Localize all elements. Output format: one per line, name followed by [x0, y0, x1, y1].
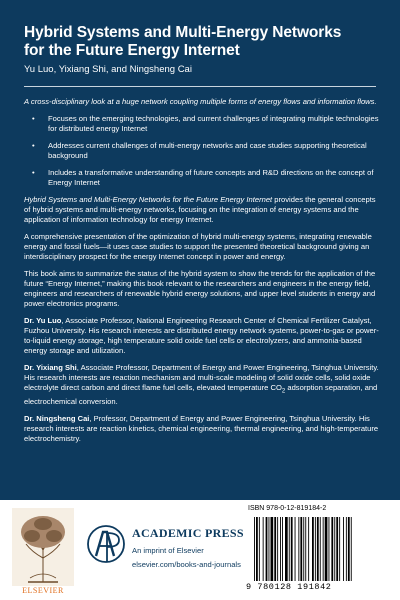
bio-cai: [24, 414, 380, 444]
bio-shi-text-a: , Associate Professor, Department of Energy and Power Engineering, Tsinghua University. His research interests are reaction mechanism and multi-scale modeling of solid oxide cells, solid oxide electrolyte direct carbon and direct flame fuel cells, elevated temperature CO: [24, 363, 379, 392]
imprint-text: An imprint of Elsevier: [132, 546, 204, 555]
overview-book-title: Hybrid Systems and Multi-Energy Networks for the Future Energy Internet: [24, 195, 273, 204]
authors: Yu Luo, Yixiang Shi, and Ningsheng Cai: [24, 64, 192, 75]
feature-item: • Includes a transformative understanding of future concepts and R&D directions on the concept of Energy Internet: [38, 168, 380, 188]
publisher-name: ACADEMIC PRESS: [132, 526, 244, 540]
description-body: [24, 97, 380, 451]
overview-text: provides the general concepts of hybrid systems and multi-energy networks, focusing on the integration of energy systems and the application of information technology for energy Internet.: [24, 195, 376, 224]
divider: [24, 86, 376, 87]
tagline: A cross-disciplinary look at a huge network coupling multiple forms of energy flows and information flows.: [24, 97, 377, 106]
feature-item: • Focuses on the emerging technologies, and current challenges of integrating multiple technologies for distributed energy Internet: [38, 114, 380, 134]
elsevier-wordmark: ELSEVIER: [22, 586, 64, 595]
overview-paragraph: [24, 195, 380, 225]
publisher-url[interactable]: elsevier.com/books-and-journals: [132, 560, 241, 569]
bio-luo-text: , Associate Professor, National Engineering Research Center of Chemical Fertilizer Catalyst, Fuzhou University. His research interests are distributed energy network systems, power-to-gas or power-to-liquid energy storage, high temperature solid oxide fuel cells or electrolyzers, and ammonia-based energy storage and utilization.: [24, 316, 379, 355]
presentation-paragraph: A comprehensive presentation of the optimization of hybrid multi-energy systems, integrating renewable energy and fossil fuels—it uses case studies to support the presented theoretical background giving an interdisciplinary prospect for the energy Internet concept in power and energy.: [24, 232, 372, 261]
barcode: [252, 517, 384, 581]
feature-item: • Addresses current challenges of multi-energy networks and case studies supporting theoretical background: [38, 141, 380, 161]
bio-cai-name: Dr. Ningsheng Cai: [24, 413, 90, 423]
bio-shi-name: Dr. Yixiang Shi: [24, 363, 77, 372]
bio-cai-text: , Professor, Department of Energy and Power Engineering, Tsinghua University. His research interests are reaction kinetics, chemical engineering, thermal engineering, and high-temperature electrochemistry.: [24, 413, 379, 443]
bio-shi-subscript: 2: [281, 388, 286, 395]
academic-press-logo: [86, 524, 126, 568]
title-line-1: Hybrid Systems and Multi-Energy Networks: [24, 24, 342, 41]
title-line-2: for the Future Energy Internet: [24, 42, 240, 59]
bio-luo: [24, 316, 380, 356]
bio-shi-text-b: adsorption separation, and electrochemical conversion.: [24, 383, 378, 406]
barcode-digits: 9 780128 191842: [246, 582, 332, 592]
feature-list: [24, 114, 380, 188]
aims-paragraph: This book aims to summarize the status of the hybrid system to show the trends for the application of the future “Energy Internet,” making this book relevant to the researchers and engineers in the energy field, engineers and researchers of renewable hybrid energy solutions, and upper level students in energy and power electronics programs.: [24, 269, 376, 308]
bio-shi: [24, 363, 380, 407]
bio-luo-name: Dr. Yu Luo: [24, 316, 62, 325]
isbn-label: ISBN 978-0-12-819184-2: [248, 505, 327, 512]
elsevier-logo: [12, 508, 74, 586]
book-title: [24, 24, 384, 60]
